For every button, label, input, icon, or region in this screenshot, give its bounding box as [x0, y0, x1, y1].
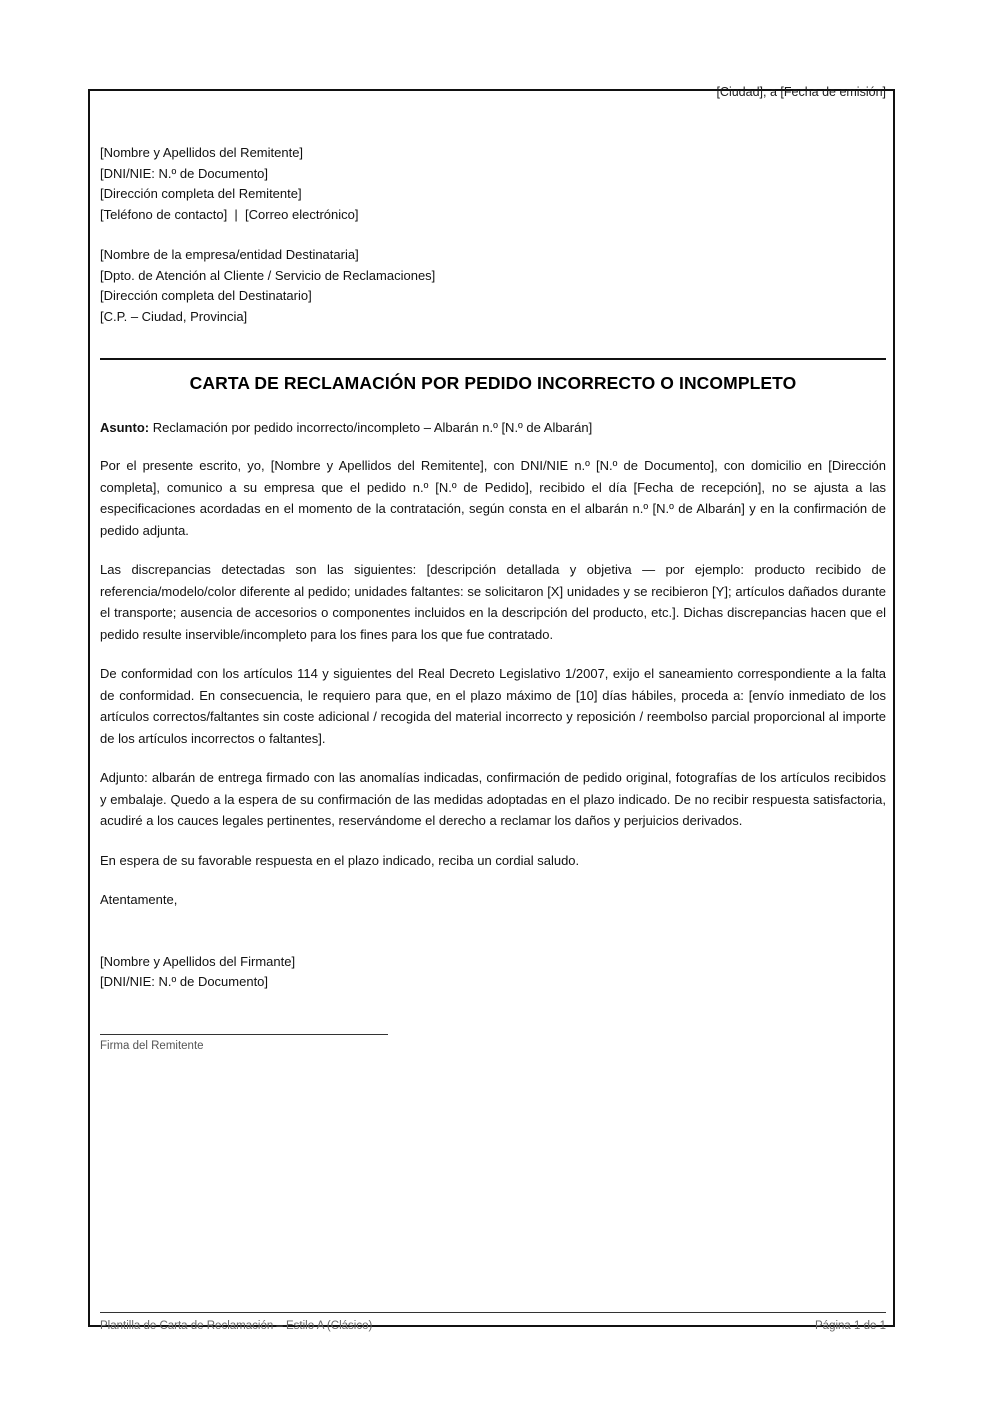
signer-document-id: [DNI/NIE: N.º de Documento]	[100, 974, 269, 989]
footer-template-name: Plantilla de Carta de Reclamación – Estilo A (Clásico)	[100, 1320, 373, 1332]
sender-address-line: [Dirección completa del Remitente]	[100, 186, 302, 201]
subject-label: Asunto:	[100, 420, 150, 435]
sender-address-line: [Teléfono de contacto] | [Correo electrónico]	[100, 206, 359, 222]
body-paragraph-3: De conformidad con los artículos 114 y siguientes del Real Decreto Legislativo 1/2007, exijo el saneamiento correspondiente a la falta de conformidad. En consecuencia, le requiero para que, en el plazo máximo de [10] días hábiles, proceda a: [envío inmediato de los artículos correctos/faltantes sin coste adicional / recogida del material incorrecto y reposición / reembolso parcial proporcional al importe de los artículos incorrectos o faltantes].	[100, 666, 886, 746]
document-content	[100, 85, 886, 1054]
subject-text: Reclamación por pedido incorrecto/incompleto – Albarán n.º [N.º de Albarán]	[149, 420, 593, 435]
subject-line	[100, 418, 886, 437]
signature-line	[100, 1034, 388, 1035]
signature-caption: Firma del Remitente	[100, 1039, 204, 1052]
valediction: Atentamente,	[100, 892, 178, 907]
sender-address-line: [Nombre y Apellidos del Remitente]	[100, 145, 304, 160]
sender-address-line: [DNI/NIE: N.º de Documento]	[100, 165, 269, 181]
body-paragraph-1: Por el presente escrito, yo, [Nombre y Apellidos del Remitente], con DNI/NIE n.º [N.º de Documento], con domicilio en [Dirección completa], comunico a su empresa que el pedido n.º [N.º de Pedido], recibido el día [Fecha de recepción], no se ajusta a las especificaciones acordadas en el momento de la contratación, según consta en el albarán n.º [N.º de Albarán] y en la confirmación de pedido adjunta.	[100, 458, 886, 538]
signer-block	[100, 952, 886, 993]
body-paragraph-4: Adjunto: albarán de entrega firmado con las anomalías indicadas, confirmación de pedido original, fotografías de los artículos recibidos y embalaje. Quedo a la espera de su confirmación de las medidas adoptadas en el plazo indicado. De no recibir respuesta satisfactoria, acudiré a los cauces legales pertinentes, reservándome el derecho a reclamar los daños y perjuicios derivados.	[100, 770, 886, 828]
sender-address-block	[100, 143, 886, 225]
footer-page-number: Página 1 de 1	[815, 1320, 886, 1332]
page-footer	[100, 1312, 886, 1333]
footer-divider	[100, 1312, 886, 1313]
title-divider	[100, 358, 886, 360]
recipient-address-line: [Nombre de la empresa/entidad Destinataria]	[100, 247, 359, 262]
recipient-address-line: [Dpto. de Atención al Cliente / Servicio de Reclamaciones]	[100, 267, 436, 283]
document-title: CARTA DE RECLAMACIÓN POR PEDIDO INCORRECTO O INCOMPLETO	[189, 373, 797, 393]
recipient-address-block	[100, 245, 886, 327]
closing-line: En espera de su favorable respuesta en el plazo indicado, reciba un cordial saludo.	[100, 852, 580, 868]
signer-name: [Nombre y Apellidos del Firmante]	[100, 953, 296, 969]
body-paragraph-2: Las discrepancias detectadas son las siguientes: [descripción detallada y objetiva — por ejemplo: producto recibido de referencia/modelo/color diferente al pedido; unidades faltantes: se solicitaron [X] unidades y se recibieron [Y]; artículos dañados durante el transporte; ausencia de accesorios o componentes incluidos en la descripción del producto, etc.]. Dichas discrepancias hacen que el pedido resulte inservible/incompleto para los fines para los que fue contratado.	[100, 562, 886, 642]
date-line: [Ciudad], a [Fecha de emisión]	[716, 85, 886, 99]
recipient-address-line: [Dirección completa del Destinatario]	[100, 288, 312, 303]
recipient-address-line: [C.P. – Ciudad, Provincia]	[100, 308, 248, 324]
footer-row	[100, 1319, 886, 1333]
